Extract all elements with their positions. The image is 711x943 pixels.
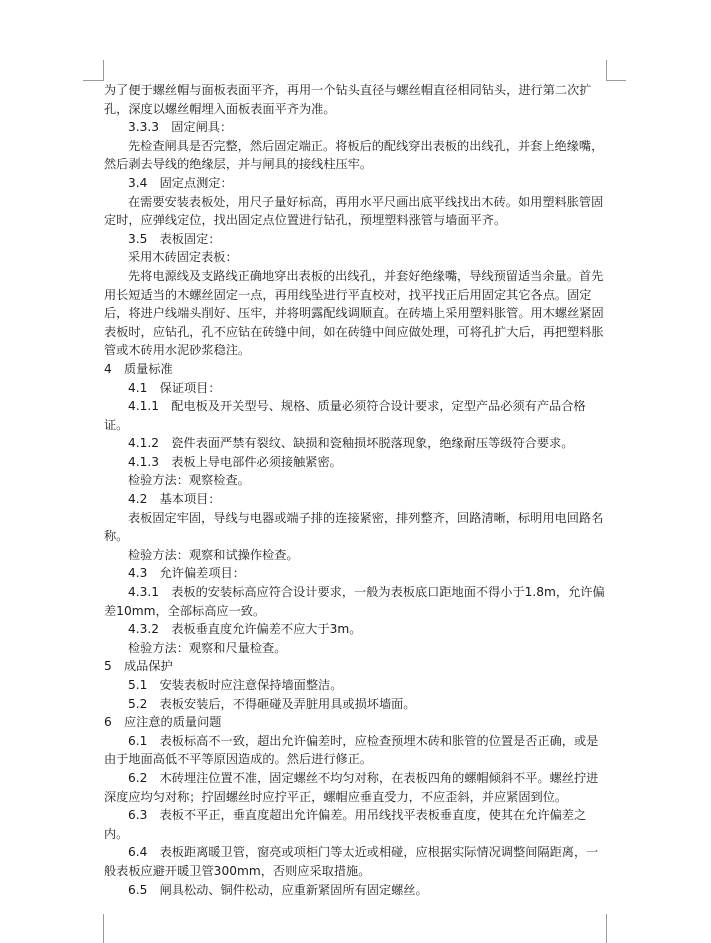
subsection-heading: 3.5 表板固定： xyxy=(128,231,221,246)
paragraph: 6.1 表板标高不一致，超出允许偏差时，应检查预埋木砖和胀管的位置是否正确，或是由于地面高低不平等原因造成的。然后进行修正。 xyxy=(104,733,599,767)
subsection-heading: 3.4 固定点测定： xyxy=(128,175,233,190)
subsection-heading: 3.3.3 固定闸具： xyxy=(128,120,233,135)
paragraph: 在需要安装表板处，用尺子量好标高，再用水平尺画出底平线找出木砖。如用塑料胀管固定时，应弹线定位，找出固定点位置进行钻孔，预埋塑料涨管与墙面平齐。 xyxy=(104,194,604,228)
paragraph: 5.1 安装表板时应注意保持墙面整洁。 xyxy=(128,678,343,692)
paragraph: 为了便于螺丝帽与面板表面平齐，再用一个钻头直径与螺丝帽直径相同钻头，进行第二次扩孔，深度以螺丝帽埋入面板表面平齐为准。 xyxy=(104,83,592,116)
paragraph: 先将电源线及支路线正确地穿出表板的出线孔，并套好绝缘嘴，导线预留适当余量。首先用长短适当的木螺丝固定一点，再用线坠进行平直校对，找平找正后用固定其它各点。固定后，将进户线端头削好、压牢，并将明露配线调顺直。在砖墙上采用塑料胀管。用木螺丝紧固表板时，应钻孔，孔不应钻在砖缝中间，如在砖缝中间应做处理，可将孔扩大后，再把塑料胀管或木砖用水泥砂浆稳注。 xyxy=(104,268,604,358)
crop-mark-bottom-right-v xyxy=(606,914,607,943)
paragraph: 4.1.2 瓷件表面严禁有裂纹、缺损和瓷釉损坏脱落现象，绝缘耐压等级符合要求。 xyxy=(128,436,574,451)
crop-mark-top-left-h xyxy=(83,80,103,81)
paragraph: 表板固定牢固，导线与电器或端子排的连接紧密，排列整齐，回路清晰，标明用电回路名称。 xyxy=(104,510,604,544)
crop-mark-top-right-h xyxy=(606,80,626,81)
paragraph: 4.3.2 表板垂直度允许偏差不应大于3m。 xyxy=(128,622,362,637)
subsection-heading: 4.1 保证项目： xyxy=(128,380,221,395)
paragraph: 6.2 木砖埋注位置不准，固定螺丝不均匀对称，在表板四角的螺帽倾斜不平。螺丝拧进深度应均匀对称；拧固螺丝时应拧平正，螺帽应垂直受力，不应歪斜，并应紧固到位。 xyxy=(104,770,599,804)
crop-mark-top-left-v xyxy=(103,60,104,81)
paragraph: 6.5 闸具松动、铜件松动，应重新紧固所有固定螺丝。 xyxy=(128,882,428,897)
subsection-heading: 4.3 允许偏差项目： xyxy=(128,566,245,581)
paragraph: 先检查闸具是否完整，然后固定端正。将板后的配线穿出表板的出线孔，并套上绝缘嘴，然后剥去导线的绝缘层，并与闸具的接线柱压牢。 xyxy=(104,138,604,172)
paragraph: 4.1.1 配电板及开关型号、规格、质量必须符合设计要求，定型产品必须有产品合格证。 xyxy=(104,399,586,432)
paragraph: 检验方法：观察和尺量检查。 xyxy=(128,640,287,655)
paragraph: 检验方法：观察检查。 xyxy=(128,473,250,488)
paragraph: 4.1.3 表板上导电部件必须接触紧密。 xyxy=(128,454,342,469)
paragraph: 5.2 表板安装后，不得砸碰及弄脏用具或损坏墙面。 xyxy=(128,696,416,711)
document-body xyxy=(104,81,606,899)
section-heading: 5 成品保护 xyxy=(104,659,173,674)
section-heading: 6 应注意的质量问题 xyxy=(104,715,222,730)
paragraph: 采用木砖固定表板： xyxy=(128,250,238,265)
paragraph: 6.3 表板不平正，垂直度超出允许偏差。用吊线找平表板垂直度，使其在允许偏差之内。 xyxy=(104,808,587,841)
paragraph: 6.4 表板距离暖卫管，窗亮或项柜门等太近或相碰，应根据实际情况调整间隔距离，一般表板应避开暖卫管300mm，否则应采取措施。 xyxy=(104,845,599,878)
paragraph: 4.3.1 表板的安装标高应符合设计要求，一般为表板底口距地面不得小于1.8m，允许偏差10mm，全部标高应一致。 xyxy=(104,585,605,618)
paragraph: 检验方法：观察和试操作检查。 xyxy=(128,547,299,562)
crop-mark-top-right-v xyxy=(606,60,607,81)
section-heading: 4 质量标准 xyxy=(104,361,173,376)
crop-mark-bottom-left-v xyxy=(103,914,104,943)
subsection-heading: 4.2 基本项目： xyxy=(128,492,221,507)
